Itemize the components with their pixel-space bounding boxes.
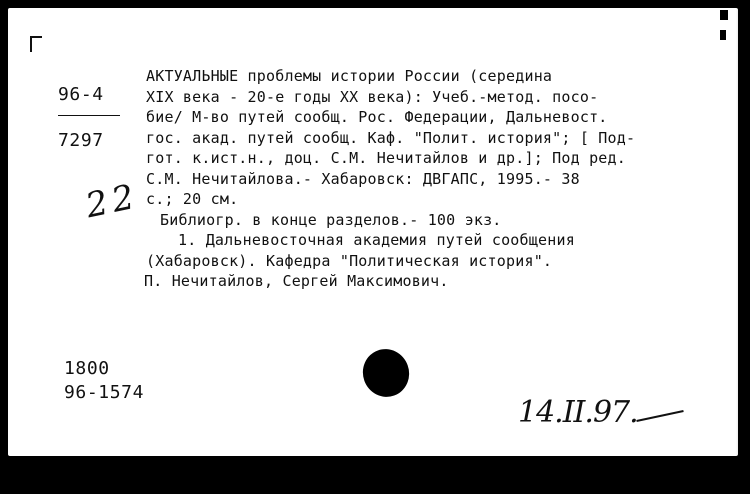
handwritten-date-text: 14.II.97. <box>518 395 638 430</box>
card-body <box>146 66 716 292</box>
description-line: гот. к.ист.н., доц. С.М. Нечитайлов и др.]; Под ред. <box>146 149 626 167</box>
notes-line: П. Нечитайлов, Сергей Максимович. <box>144 272 449 290</box>
notes-line: 1. Дальневосточная академия путей сообщения <box>178 231 575 249</box>
notes-line: (Хабаровск). Кафедра "Политическая история". <box>146 251 553 270</box>
description-line: гос. акад. путей сообщ. Каф. "Полит. история"; [ Под- <box>146 128 636 147</box>
shelf-mark-bottom: 7297 <box>58 130 104 151</box>
description-line: С.М. Нечитайлова.- Хабаровск: ДВГАПС, 1995.- 38 <box>146 169 580 188</box>
speck <box>720 10 728 20</box>
shelf-divider <box>58 115 120 116</box>
notes-line: Библиогр. в конце разделов.- 100 экз. <box>160 210 502 229</box>
description-line: АКТУАЛЬНЫЕ проблемы истории России (середина <box>146 67 553 85</box>
description-line: XIX века - 20-е годы XX века): Учеб.-метод. посо- <box>146 87 599 106</box>
speck <box>720 30 726 40</box>
call-number-2: 96-1574 <box>64 382 145 403</box>
call-number-1: 1800 <box>64 358 110 379</box>
shelf-mark-top: 96-4 <box>58 84 104 105</box>
handwritten-date <box>518 395 638 430</box>
description-line: с.; 20 см. <box>146 190 239 208</box>
handwritten-copies-note: 2 2 <box>82 177 135 227</box>
description-line: бие/ М-во путей сообщ. Рос. Федерации, Дальневост. <box>146 108 608 126</box>
corner-mark <box>30 36 42 52</box>
